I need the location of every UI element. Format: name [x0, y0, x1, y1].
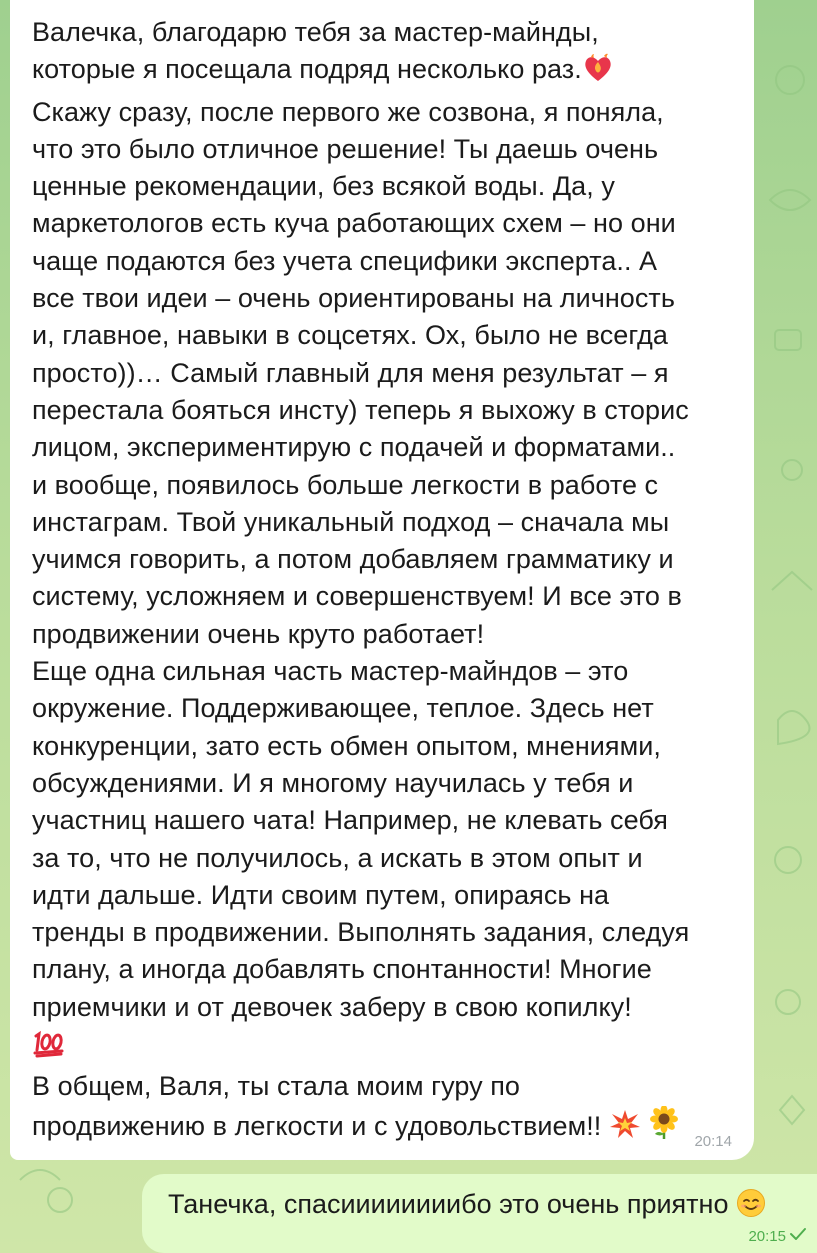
outgoing-message-line: Танечка, спасиииииииибо это очень приятно	[168, 1189, 729, 1219]
message-line: продвижению в легкости и с удовольствием!!	[32, 1110, 602, 1141]
message-line: ценные рекомендации, без всякой воды. Да, у	[32, 171, 615, 202]
message-line: маркетологов есть куча работающих схем – но они	[32, 208, 676, 239]
message-line: за то, что не получилось, а искать в этом опыт и	[32, 842, 643, 873]
incoming-message-bubble[interactable]	[10, 0, 754, 1160]
outgoing-message-text	[168, 1186, 793, 1227]
message-line: лицом, экспериментирую с подачей и форматами..	[32, 432, 676, 463]
message-line: В общем, Валя, ты стала моим гуру по	[32, 1071, 520, 1102]
sunflower-emoji	[648, 1106, 680, 1150]
collision-emoji	[609, 1108, 641, 1150]
hundred-points-emoji	[32, 1030, 66, 1068]
message-line: которые я посещала подряд несколько раз.	[32, 54, 582, 85]
read-checkmark-icon	[789, 1227, 807, 1245]
message-line: конкуренции, зато есть обмен опытом, мнениями,	[32, 730, 661, 761]
message-line: участниц нашего чата! Например, не клевать себя	[32, 805, 668, 836]
message-line: что это было отличное решение! Ты даешь очень	[32, 133, 659, 164]
message-timestamp: 20:14	[694, 1133, 732, 1150]
message-line: чаще подаются без учета специфики эксперта.. А	[32, 245, 658, 276]
incoming-message-text	[32, 14, 732, 1150]
message-line: учимся говорить, а потом добавляем грамматику и	[32, 544, 674, 575]
message-line: и, главное, навыки в соцсетях. Ох, было не всегда	[32, 320, 668, 351]
message-line: просто))… Самый главный для меня результат – я	[32, 357, 669, 388]
outgoing-message-bubble[interactable]	[142, 1174, 817, 1253]
message-line: инстаграм. Твой уникальный подход – сначала мы	[32, 506, 670, 537]
outgoing-message-timestamp: 20:15	[748, 1227, 786, 1245]
message-line: Скажу сразу, после первого же созвона, я поняла,	[32, 96, 664, 127]
message-line: плану, а иногда добавлять спонтанности! Многие	[32, 954, 652, 985]
message-line: идти дальше. Идти своим путем, опираясь на	[32, 879, 610, 910]
message-line: перестала бояться инсту) теперь я выхожу в сторис	[32, 394, 689, 425]
heart-on-fire-emoji	[582, 53, 614, 93]
message-line: Валечка, благодарю тебя за мастер-майнды,	[32, 17, 599, 47]
message-line: и вообще, появилось больше легкости в работе с	[32, 469, 659, 500]
message-line: тренды в продвижении. Выполнять задания, следуя	[32, 917, 690, 948]
outgoing-message-meta	[748, 1227, 807, 1245]
message-line: продвижении очень круто работает!	[32, 618, 485, 649]
message-line: Еще одна сильная часть мастер-майндов – это	[32, 656, 629, 687]
message-line: окружение. Поддерживающее, теплое. Здесь нет	[32, 693, 654, 724]
smiling-face-emoji	[736, 1188, 766, 1227]
message-line: обсуждениями. И я многому научилась у тебя и	[32, 767, 634, 798]
message-line: систему, усложняем и совершенствуем! И все это в	[32, 581, 682, 612]
message-line: все твои идеи – очень ориентированы на личность	[32, 283, 675, 314]
message-line: приемчики и от девочек заберу в свою копилку!	[32, 991, 632, 1022]
